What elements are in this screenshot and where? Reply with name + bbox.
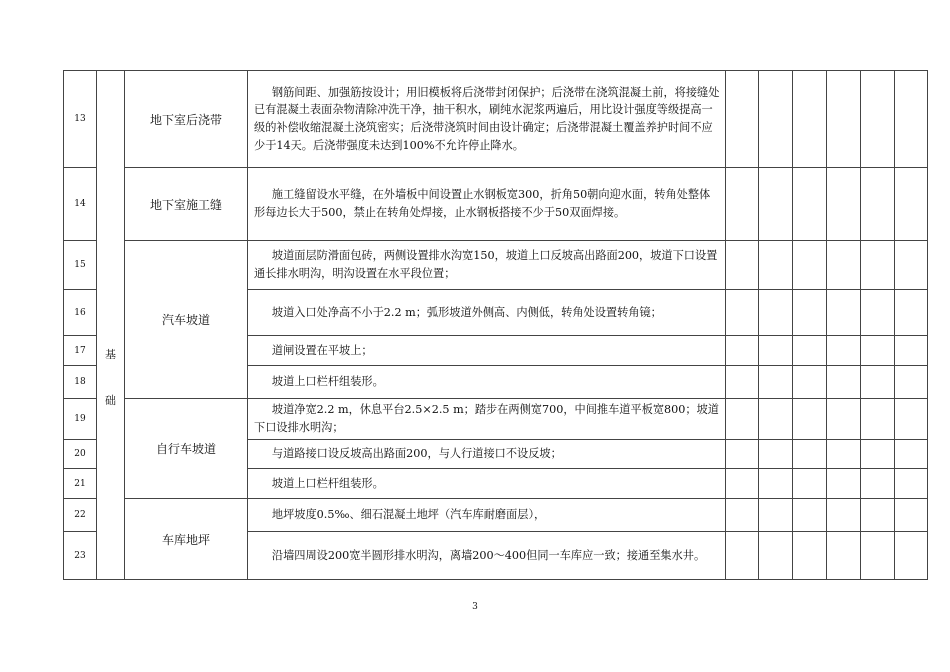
check-cell [793,366,827,399]
check-cell [793,168,827,241]
check-cell [827,399,861,440]
check-cell [759,532,793,580]
row-number: 18 [64,366,97,399]
check-cell [827,469,861,499]
check-cell [726,499,759,532]
requirement-text: 坡道净宽2.2 m，休息平台2.5×2.5 m；踏步在两侧宽700，中间推车道平板宽800；坡道下口设排水明沟； [248,399,726,440]
check-cell [726,336,759,366]
check-cell [793,290,827,336]
item-name: 汽车坡道 [125,241,248,399]
check-cell [793,336,827,366]
check-cell [895,499,928,532]
check-cell [861,399,895,440]
check-cell [726,290,759,336]
requirement-text: 坡道入口处净高不小于2.2 m；弧形坡道外侧高、内侧低，转角处设置转角镜； [248,290,726,336]
check-cell [726,532,759,580]
check-cell [827,336,861,366]
table-row [64,168,928,241]
check-cell [793,399,827,440]
check-cell [895,241,928,290]
check-cell [759,290,793,336]
table-body [64,71,928,580]
check-cell [759,168,793,241]
check-cell [759,440,793,469]
check-cell [726,440,759,469]
check-cell [861,440,895,469]
row-number: 22 [64,499,97,532]
item-name: 地下室施工缝 [125,168,248,241]
check-cell [726,366,759,399]
check-cell [793,440,827,469]
check-cell [726,241,759,290]
check-cell [759,469,793,499]
check-cell [793,499,827,532]
row-number: 17 [64,336,97,366]
check-cell [793,71,827,168]
row-number: 23 [64,532,97,580]
check-cell [861,290,895,336]
check-cell [759,366,793,399]
item-name: 地下室后浇带 [125,71,248,168]
check-cell [861,499,895,532]
check-cell [827,241,861,290]
requirement-text: 与道路接口设反坡高出路面200，与人行道接口不设反坡； [248,440,726,469]
check-cell [827,440,861,469]
check-cell [827,366,861,399]
check-cell [861,336,895,366]
check-cell [827,532,861,580]
table-row [64,499,928,532]
check-cell [759,71,793,168]
requirement-text: 地坪坡度0.5‰、细石混凝土地坪（汽车库耐磨面层）， [248,499,726,532]
row-number: 15 [64,241,97,290]
row-number: 19 [64,399,97,440]
check-cell [759,241,793,290]
requirement-text: 道闸设置在平坡上； [248,336,726,366]
check-cell [726,71,759,168]
check-cell [793,469,827,499]
check-cell [895,168,928,241]
table-row [64,241,928,290]
category-cell [97,71,125,580]
page-number: 3 [472,602,478,612]
check-cell [861,168,895,241]
category-char: 基 [105,347,116,361]
check-cell [793,532,827,580]
check-cell [759,399,793,440]
check-cell [895,336,928,366]
item-name: 车库地坪 [125,499,248,580]
check-cell [726,399,759,440]
requirement-text: 坡道上口栏杆组装形。 [248,469,726,499]
check-cell [895,532,928,580]
table-row [64,399,928,440]
check-cell [861,532,895,580]
check-cell [726,469,759,499]
check-cell [827,290,861,336]
requirement-text: 施工缝留设水平缝，在外墙板中间设置止水钢板宽300，折角50朝向迎水面，转角处整体形每边长大于500，禁止在转角处焊接，止水钢板搭接不少于50双面焊接。 [248,168,726,241]
requirement-text: 坡道面层防滑面包砖，两侧设置排水沟宽150，坡道上口反坡高出路面200，坡道下口设置通长排水明沟，明沟设置在水平段位置； [248,241,726,290]
check-cell [861,469,895,499]
check-cell [895,290,928,336]
check-cell [759,499,793,532]
row-number: 21 [64,469,97,499]
item-name: 自行车坡道 [125,399,248,499]
check-cell [861,241,895,290]
row-number: 14 [64,168,97,241]
check-cell [895,469,928,499]
check-cell [895,71,928,168]
requirement-text: 钢筋间距、加强筋按设计；用旧模板将后浇带封闭保护；后浇带在浇筑混凝土前，将接缝处已有混凝土表面杂物清除冲洗干净，抽干积水，刷纯水泥浆两遍后，用比设计强度等级提高一级的补偿收缩混凝土浇筑密实；后浇带浇筑时间由设计确定；后浇带混凝土覆盖养护时间不应少于14天。后浇带强度未达到100%不允许停止降水。 [248,71,726,168]
check-cell [759,336,793,366]
specification-table [63,70,928,580]
requirement-text: 沿墙四周设200宽半圆形排水明沟，离墙200～400但同一车库应一致；接通至集水井。 [248,532,726,580]
check-cell [895,366,928,399]
table-row [64,71,928,168]
row-number: 16 [64,290,97,336]
row-number: 20 [64,440,97,469]
check-cell [793,241,827,290]
check-cell [827,499,861,532]
check-cell [726,168,759,241]
check-cell [895,440,928,469]
check-cell [861,71,895,168]
category-char: 础 [105,393,116,407]
check-cell [861,366,895,399]
check-cell [895,399,928,440]
check-cell [827,168,861,241]
check-cell [827,71,861,168]
row-number: 13 [64,71,97,168]
requirement-text: 坡道上口栏杆组装形。 [248,366,726,399]
